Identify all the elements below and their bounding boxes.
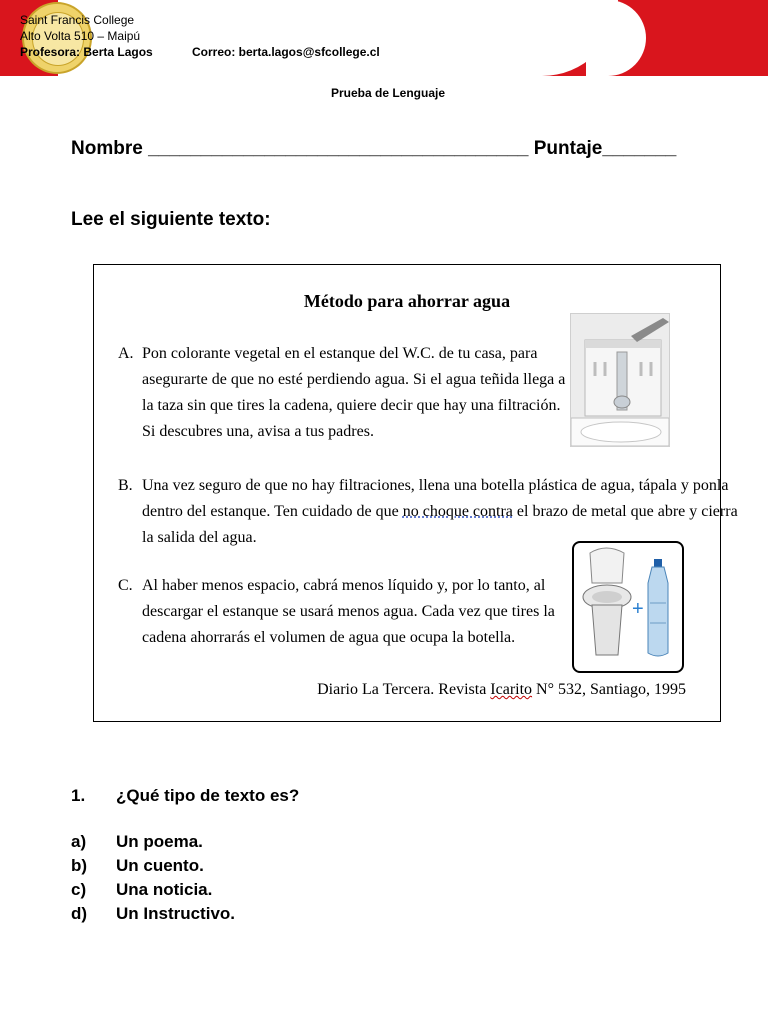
- svg-text:+: +: [632, 598, 644, 620]
- list-item: C. Al haber menos espacio, cabrá menos líquido y, por lo tanto, al descargar el estanque se usará menos agua. Cada vez que tires la cadena ahorrarás el volumen de agua que ocupa la botella.: [118, 577, 555, 646]
- toilet-and-bottle-image: [572, 541, 684, 673]
- option-c[interactable]: c) Una noticia.: [71, 880, 213, 899]
- option-d[interactable]: d) Un Instructivo.: [71, 904, 236, 923]
- spellcheck-underline: Icarito: [490, 681, 533, 698]
- school-name: Saint Francis College: [20, 13, 135, 27]
- grammar-underline: no choque contra: [402, 503, 513, 520]
- teacher-name: Profesora: Berta Lagos: [20, 45, 153, 59]
- question-1: 1. ¿Qué tipo de texto es?: [71, 786, 300, 805]
- instruction: Lee el siguiente texto:: [71, 209, 271, 230]
- school-address: Alto Volta 510 – Maipú: [20, 29, 141, 43]
- option-a[interactable]: a) Un poema.: [71, 832, 203, 851]
- option-b[interactable]: b) Un cuento.: [71, 856, 204, 875]
- document-title: Prueba de Lenguaje: [330, 86, 446, 100]
- source-citation: Diario La Tercera. Revista Icarito N° 532, Santiago, 1995: [317, 681, 686, 698]
- reading-title: Método para ahorrar agua: [303, 291, 511, 311]
- list-item: A. Pon colorante vegetal en el estanque del W.C. de tu casa, para asegurarte de que no esté perdiendo agua. Si el agua teñida llega a la taza sin que tires la cadena, quiere decir que hay una filtración. Si descubres una, avisa a tus padres.: [118, 345, 566, 440]
- teacher-email[interactable]: Correo: berta.lagos@sfcollege.cl: [192, 45, 380, 59]
- list-item: B. Una vez seguro de que no hay filtraciones, llena una botella plástica de agua, tápala y ponla dentro del estanque. Ten cuidado de que no choque contra el brazo de metal que abre y cierra la salida del agua.: [118, 477, 738, 546]
- toilet-tank-image: [570, 313, 670, 447]
- header-white-area: [58, 0, 618, 76]
- name-score-line: Nombre ____________________________________ Puntaje_______: [71, 138, 677, 159]
- reading-box: [93, 264, 738, 722]
